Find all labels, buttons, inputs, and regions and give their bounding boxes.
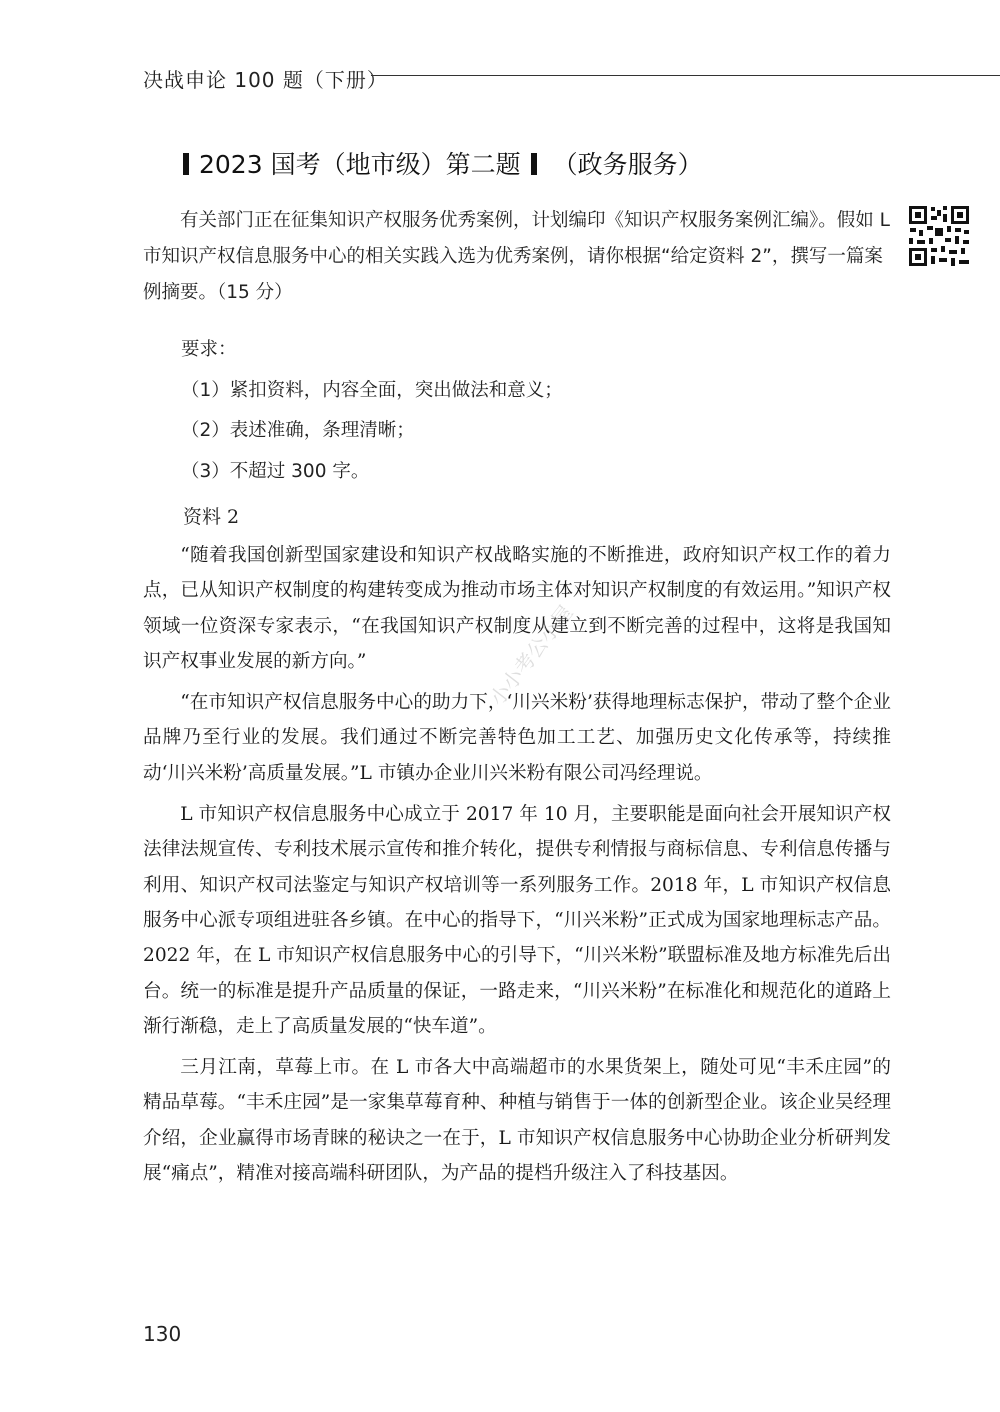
requirements-label: 要求： — [181, 339, 237, 360]
material-paragraph: L 市知识产权信息服务中心成立于 2017 年 10 月，主要职能是面向社会开展知识产权法律法规宣传、专利技术展示宣传和推介转化，提供专利情报与商标信息、专利信息传播与利用、知识产权司法鉴定与知识产权培训等一系列服务工作。2018 年，L 市知识产权信息服务中心派专项组进驻各乡镇。在中心的指导下，“川兴米粉”正式成为国家地理标志产品。2022 年，在 L 市知识产权信息服务中心的引导下，“川兴米粉”联盟标准及地方标准先后出台。统一的标准是提升产品质量的保证，一路走来，“川兴米粉”在标准化和规范化的道路上渐行渐稳，走上了高质量发展的“快车道”。 — [143, 804, 891, 1037]
qr-code-icon — [907, 204, 971, 268]
material-paragraph: “随着我国创新型国家建设和知识产权战略实施的不断推进，政府知识产权工作的着力点，已从知识产权制度的构建转变成为推动市场主体对知识产权制度的有效运用。”知识产权领域一位资深专家表示，“在我国知识产权制度从建立到不断完善的过程中，这将是我国知识产权事业发展的新方向。” — [143, 545, 891, 672]
material-paragraph: “在市知识产权信息服务中心的助力下，‘川兴米粉’获得地理标志保护，带动了整个企业品牌乃至行业的发展。我们通过不断完善特色加工工艺、加强历史文化传承等，持续推动‘川兴米粉’高质量发展。”L 市镇办企业川兴米粉有限公司冯经理说。 — [143, 692, 891, 784]
page-number: 130 — [143, 1322, 182, 1346]
book-title: 决战申论 100 题（下册） — [143, 68, 388, 92]
requirement-item: （3）不超过 300 字。 — [181, 460, 370, 482]
question-category: （政务服务） — [552, 150, 703, 179]
question-prompt — [143, 203, 893, 311]
requirement-item: （1）紧扣资料，内容全面，突出做法和意义； — [181, 379, 563, 401]
requirements — [181, 330, 563, 492]
title-bar-left — [183, 153, 189, 175]
header-rule — [371, 75, 1000, 76]
material-body — [143, 538, 891, 1197]
question-source: 2023 国考（地市级）第二题 — [199, 150, 521, 179]
question-title — [183, 145, 703, 181]
prompt-text: 有关部门正在征集知识产权服务优秀案例，计划编印《知识产权服务案例汇编》。假如 L 市知识产权信息服务中心的相关实践入选为优秀案例，请你根据“给定资料 2”，撰写一篇案例摘要。（15 分） — [143, 210, 890, 303]
watermark: 小小考公小屋 — [484, 600, 578, 711]
requirement-item: （2）表述准确，条理清晰； — [181, 420, 415, 441]
material-paragraph: 三月江南，草莓上市。在 L 市各大中高端超市的水果货架上，随处可见“丰禾庄园”的精品草莓。“丰禾庄园”是一家集草莓育种、种植与销售于一体的创新型企业。该企业吴经理介绍，企业赢得市场青睐的秘诀之一在于，L 市知识产权信息服务中心协助企业分析研判发展“痛点”，精准对接高端科研团队，为产品的提档升级注入了科技基因。 — [143, 1057, 891, 1185]
title-bar-right — [531, 153, 537, 175]
material-label: 资料 2 — [183, 506, 240, 528]
page-header — [143, 58, 895, 98]
